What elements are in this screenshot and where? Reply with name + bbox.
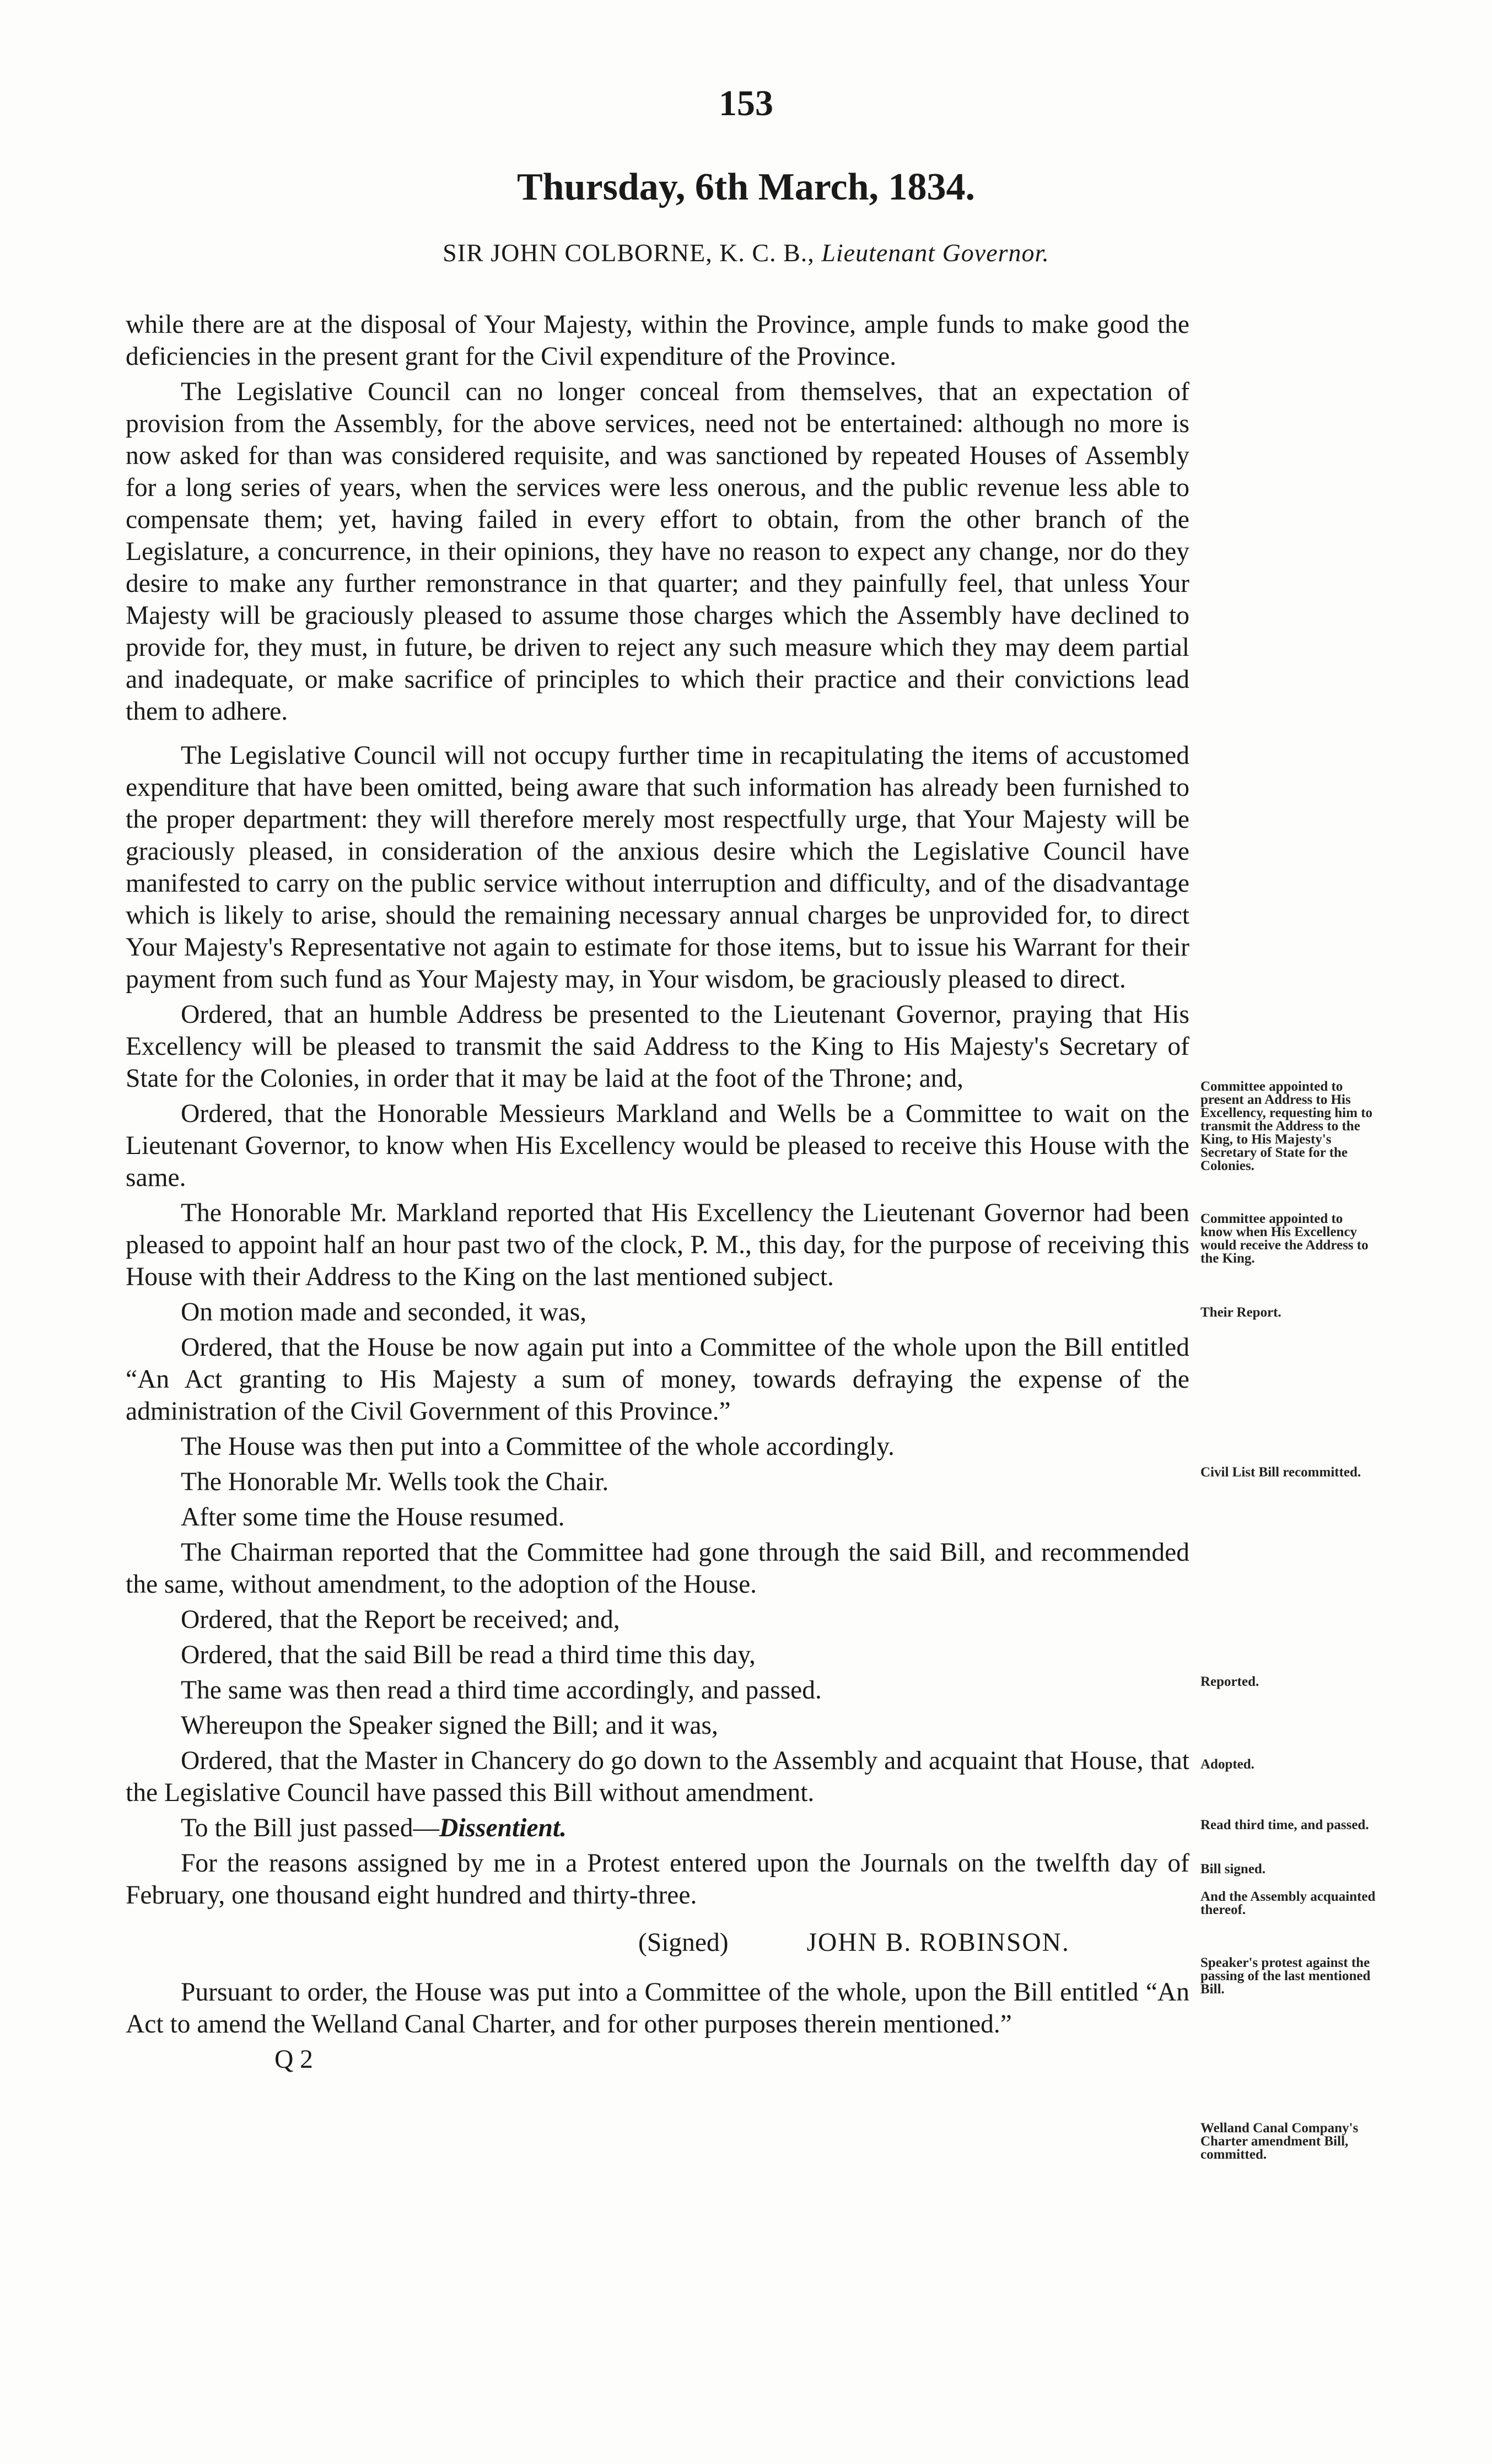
dissent-line [126, 1812, 1189, 1844]
margin-note-committee-wait: Committee appointed to know when His Excellency would receive the Address to the King. [1200, 1211, 1369, 1266]
paragraph-14: The same was then read a third time accordingly, and passed. [181, 1676, 822, 1705]
officer-line [0, 238, 1492, 267]
paragraph-10: After some time the House resumed. [181, 1503, 565, 1532]
paragraph-12: Ordered, that the Report be received; and, [181, 1605, 620, 1634]
paragraph-0: while there are at the disposal of Your Majesty, within the Province, ample funds to make good the deficiencies in the present grant for the Civil expenditure of the Province. [126, 310, 1189, 371]
margin-note-civil-list: Civil List Bill recommitted. [1200, 1465, 1361, 1480]
final-paragraph: Pursuant to order, the House was put into a Committee of the whole, upon the Bill entitled “An Act to amend the Welland Canal Charter, and for other purposes therein mentioned.” [126, 1978, 1189, 2039]
paragraph-16: Ordered, that the Master in Chancery do go down to the Assembly and acquaint that House, that the Legislative Council have passed this Bill without amendment. [126, 1746, 1189, 1807]
paragraph-6: On motion made and seconded, it was, [181, 1298, 587, 1327]
margin-note-third-time: Read third time, and passed. [1200, 1818, 1369, 1832]
signature-label: (Signed) [638, 1928, 729, 1957]
paragraph-15: Whereupon the Speaker signed the Bill; and it was, [181, 1711, 718, 1740]
paragraph-4: Ordered, that the Honorable Messieurs Markland and Wells be a Committee to wait on the Lieutenant Governor, to know when His Excellency would be pleased to receive this House with the same. [126, 1099, 1189, 1192]
paragraph-13: Ordered, that the said Bill be read a third time this day, [181, 1641, 756, 1669]
margin-note-speaker-protest: Speaker's protest against the passing of the last mentioned Bill. [1200, 1955, 1371, 1997]
journal-body [126, 309, 1189, 2075]
paragraph-5: The Honorable Mr. Markland reported that His Excellency the Lieutenant Governor had been pleased to appoint half an hour past two of the clock, P. M., this day, for the purpose of receiving this House with their Address to the King on the last mentioned subject. [126, 1199, 1189, 1291]
page-date-heading: Thursday, 6th March, 1834. [516, 166, 976, 208]
paragraph-7: Ordered, that the House be now again put into a Committee of the whole upon the Bill entitled “An Act granting to His Majesty a sum of money, towards defraying the expense of the administration of the Civil Government of this Province.” [126, 1333, 1189, 1426]
signature-line [126, 1927, 1189, 1959]
paragraph-8: The House was then put into a Committee of the whole accordingly. [181, 1432, 895, 1461]
paragraph-3: Ordered, that an humble Address be presented to the Lieutenant Governor, praying that His Excellency will be pleased to transmit the said Address to the King to His Majesty's Secretary of State for the Colonies, in order that it may be laid at the foot of the Throne; and, [126, 1000, 1189, 1093]
margin-note-committee-address: Committee appointed to present an Address to His Excellency, requesting him to transmit the Address to the King, to His Majesty's Secretary of State for the Colonies. [1200, 1079, 1373, 1173]
margin-note-bill-signed: Bill signed. [1200, 1862, 1266, 1877]
paragraph-1: The Legislative Council can no longer conceal from themselves, that an expectation of provision from the Assembly, for the above services, need not be entertained: although no more is now asked for than was considered requisite, and was sanctioned by repeated Houses of Assembly for a long series of years, when the services were less onerous, and the public revenue less able to compensate them; yet, having failed in every effort to obtain, from the other branch of the Legislature, a concurrence, in their opinions, they have no reason to expect any change, nor do they desire to make any further remonstrance in that quarter; and they painfully feel, that unless Your Majesty will be graciously pleased to assume those charges which the Assembly have declined to provide for, they must, in future, be driven to reject any such measure which they may deem partial and inadequate, or make sacrifice of principles to which their practice and their convictions lead them to adhere. [126, 378, 1189, 726]
margin-note-welland-canal: Welland Canal Company's Charter amendment Bill, committed. [1200, 2121, 1359, 2162]
officer-name: SIR JOHN COLBORNE, K. C. B., [443, 239, 815, 267]
margin-note-their-report: Their Report. [1200, 1305, 1281, 1320]
dissent-lead: To the Bill just passed— [181, 1814, 440, 1842]
margin-note-assembly-acquainted: And the Assembly acquainted thereof. [1200, 1889, 1376, 1917]
dissent-word: Dissentient. [439, 1814, 567, 1842]
signature-mark: Q 2 [274, 2045, 313, 2074]
officer-title: Lieutenant Governor. [821, 239, 1049, 267]
paragraph-9: The Honorable Mr. Wells took the Chair. [181, 1468, 609, 1496]
margin-note-adopted: Adopted. [1200, 1757, 1254, 1772]
paragraph-11: The Chairman reported that the Committee had gone through the said Bill, and recommended the same, without amendment, to the adoption of the House. [126, 1538, 1189, 1599]
protest-reasons: For the reasons assigned by me in a Protest entered upon the Journals on the twelfth day of February, one thousand eight hundred and thirty-three. [126, 1849, 1189, 1910]
margin-note-reported: Reported. [1200, 1674, 1259, 1689]
page-number: 153 [719, 83, 773, 123]
signature-name: JOHN B. ROBINSON. [806, 1928, 1070, 1957]
paragraph-2: The Legislative Council will not occupy further time in recapitulating the items of accustomed expenditure that have been omitted, being aware that such information has already been furnished to the proper department: they will therefore merely most respectfully urge, that Your Majesty will be graciously pleased, in consideration of the anxious desire which the Legislative Council have manifested to carry on the public service without interruption and difficulty, and of the disadvantage which is likely to arise, should the remaining necessary annual charges be unprovided for, to direct Your Majesty's Representative not again to estimate for those items, but to issue his Warrant for their payment from such fund as Your Majesty may, in Your wisdom, be graciously pleased to direct. [126, 741, 1189, 994]
